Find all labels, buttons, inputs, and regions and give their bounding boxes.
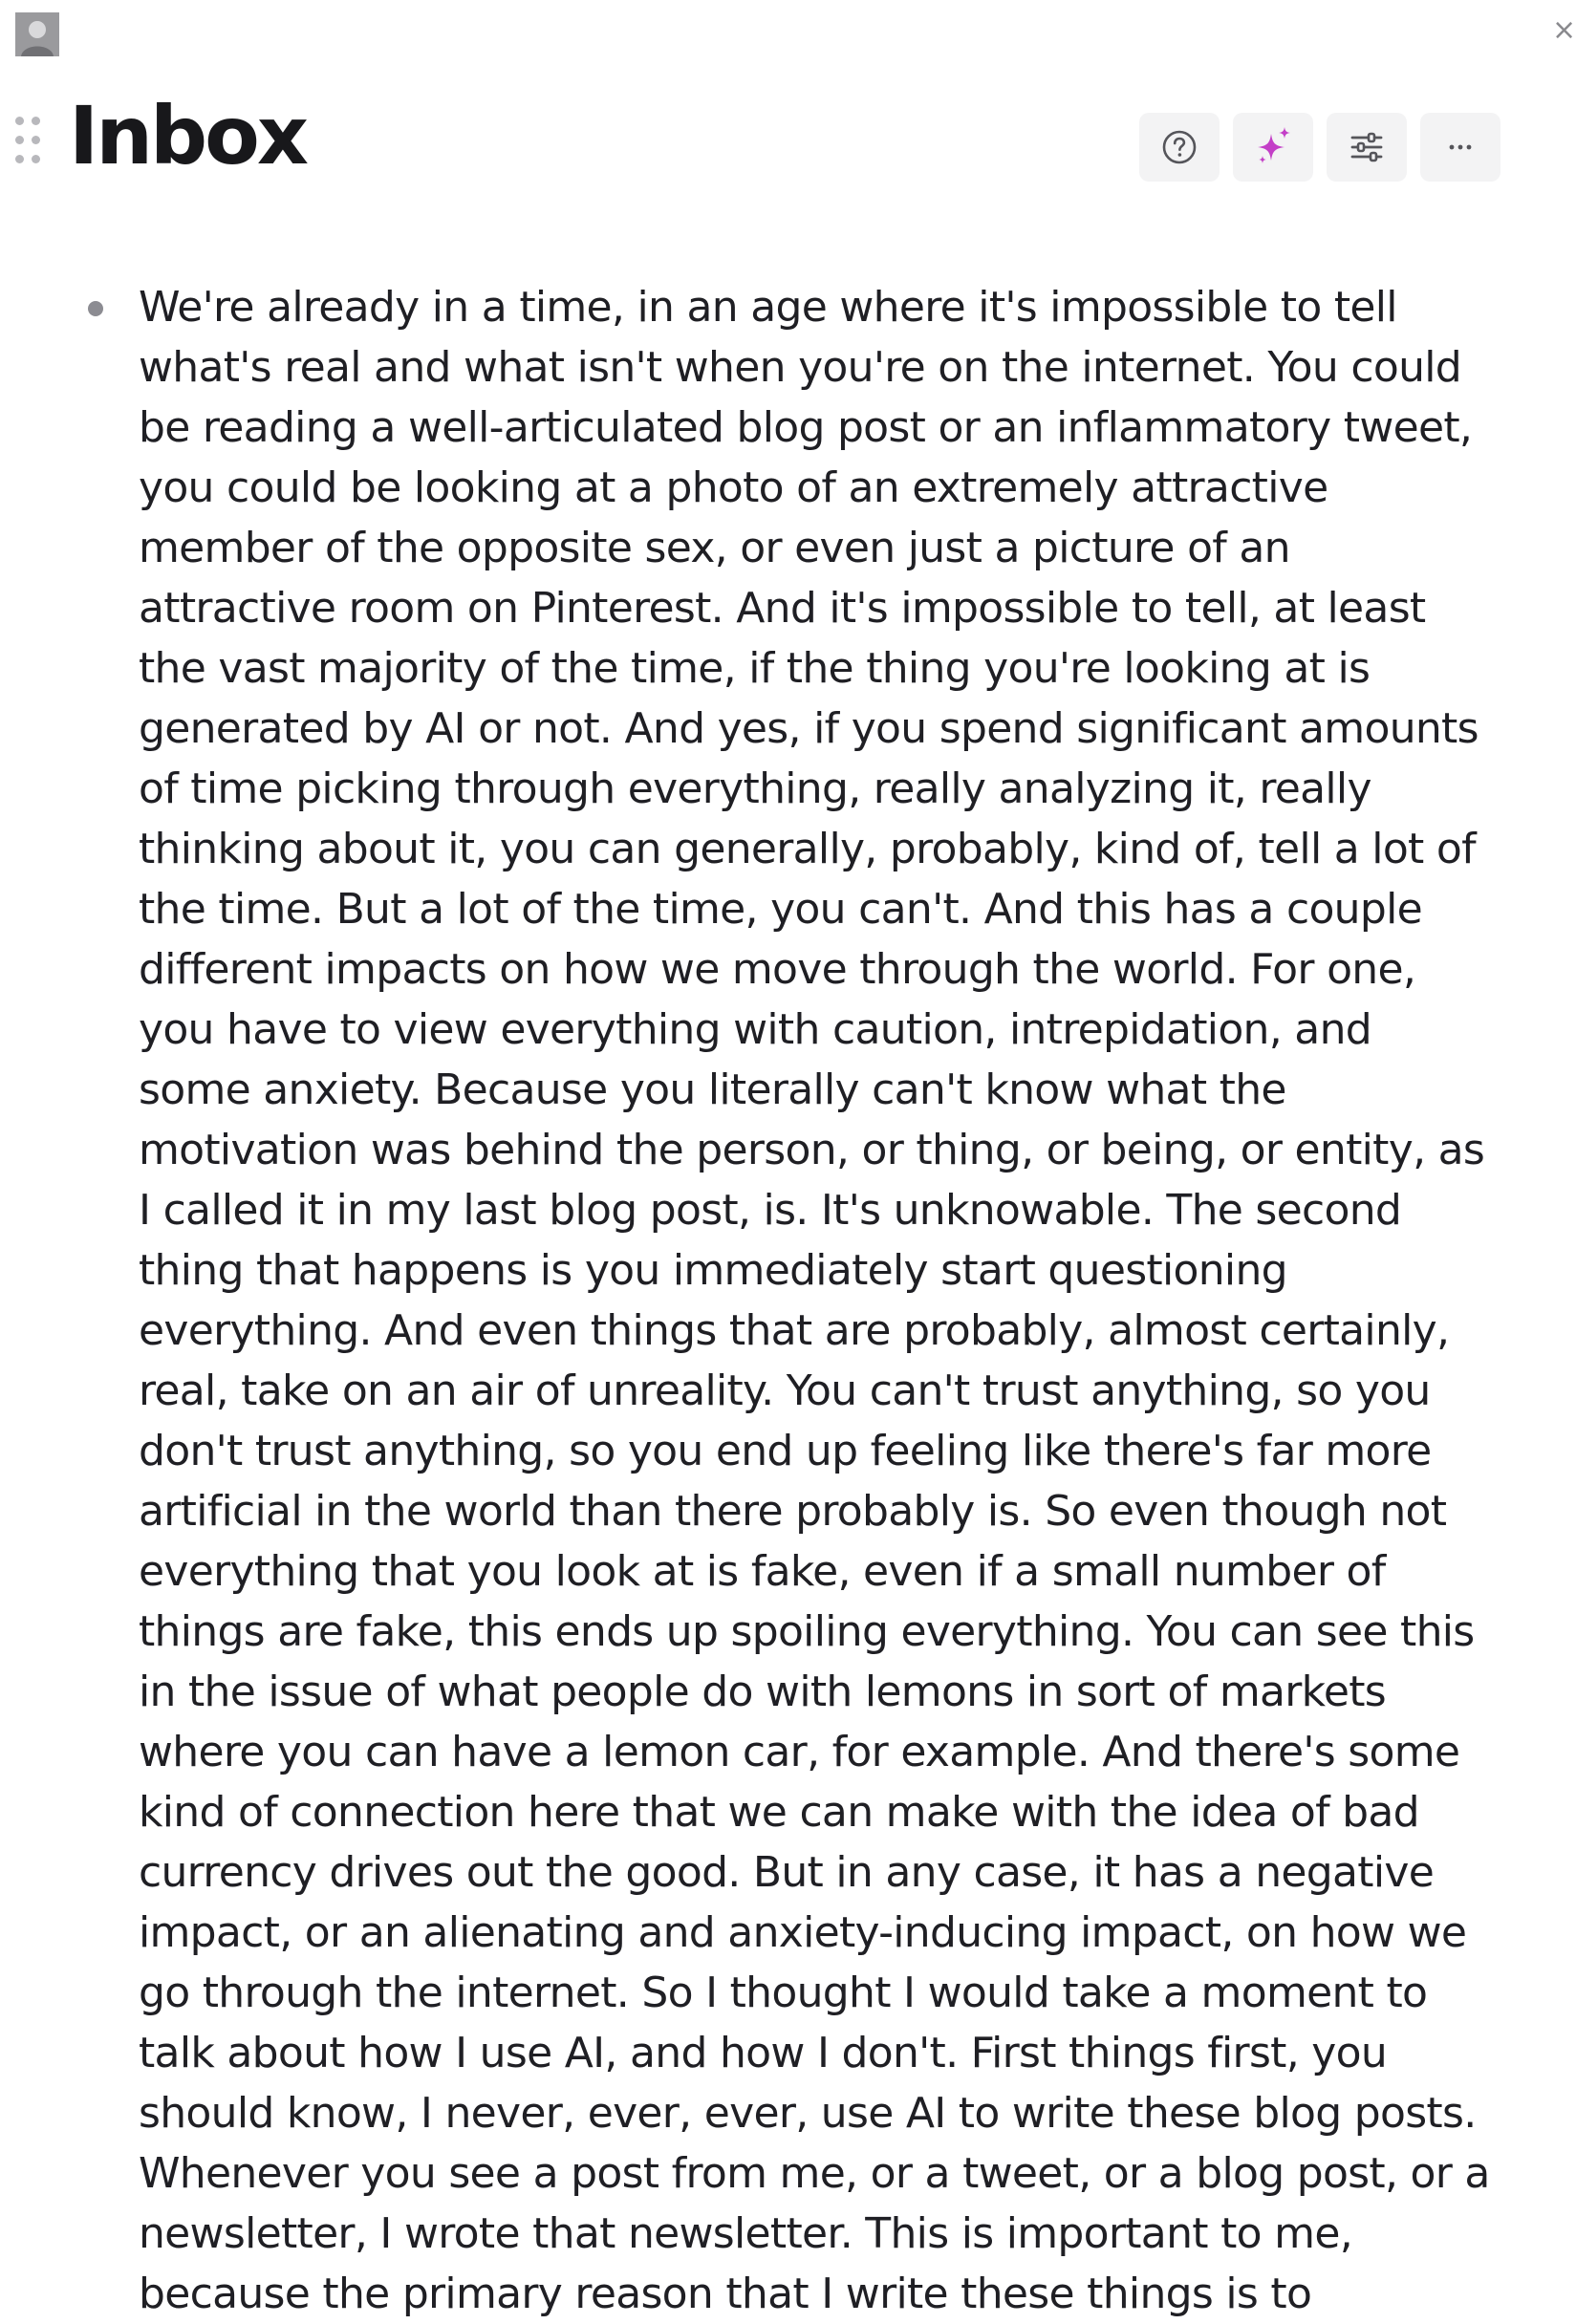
page-title: Inbox [69, 89, 307, 183]
drag-handle-icon[interactable] [15, 117, 44, 164]
more-options-button[interactable] [1420, 113, 1500, 182]
user-avatar-image [15, 12, 59, 56]
bullet-dot[interactable] [88, 301, 103, 316]
help-circle-icon [1160, 128, 1198, 166]
list-item[interactable] [0, 277, 1571, 2324]
close-icon[interactable]: × [1552, 13, 1576, 47]
help-button[interactable] [1139, 113, 1220, 182]
user-avatar[interactable] [15, 12, 59, 56]
sparkles-icon [1252, 124, 1294, 170]
sliders-icon [1348, 128, 1386, 166]
more-horizontal-icon [1441, 128, 1479, 166]
page-content [0, 277, 1571, 2324]
page-toolbar [1139, 113, 1500, 182]
list-item-text[interactable]: We're already in a time, in an age where it's impossible to tell what's real and what isn't when you're on the internet. You could be reading a well-articulated blog post or an inflammatory tweet, you could be looking at a photo of an extremely attractive member of the opposite sex, or even just a picture of an attractive room on Pinterest. And it's impossible to tell, at least the vast majority of the time, if the thing you're looking at is generated by AI or not. And yes, if you spend significant amounts of time picking through everything, really analyzing it, really thinking about it, you can generally, probably, kind of, tell a lot of the time. But a lot of the time, you can't. And this has a couple different impacts on how we move through the world. For one, you have to view everything with caution, intrepidation, and some anxiety. Because you literally can't know what the motivation was behind the person, or thing, or being, or entity, as I called it in my last blog post, is. It's unknowable. The second thing that happens is you immediately start questioning everything. And even things that are probably, almost certainly, real, take on an air of unreality. You can't trust anything, so you don't trust anything, so you end up feeling like there's far more artificial in the world than there probably is. So even though not everything that you look at is fake, even if a small number of things are fake, this ends up spoiling everything. You can see this in the issue of what people do with lemons in sort of markets where you can have a lemon car, for example. And there's some kind of connection here that we can make with the idea of bad currency drives out the good. But in any case, it has a negative impact, or an alienating and anxiety-inducing impact, on how we go through the internet. So I thought I would take a moment to talk about how I use AI, and how I don't. First things first, you should know, I never, ever, ever, use AI to write these blog posts. Whenever you see a post from me, or a tweet, or a blog post, or a newsletter, I wrote that newsletter. This is important to me, because the primary reason that I write these things is to [139, 283, 1490, 2318]
ai-assist-button[interactable] [1233, 113, 1313, 182]
filter-settings-button[interactable] [1327, 113, 1407, 182]
